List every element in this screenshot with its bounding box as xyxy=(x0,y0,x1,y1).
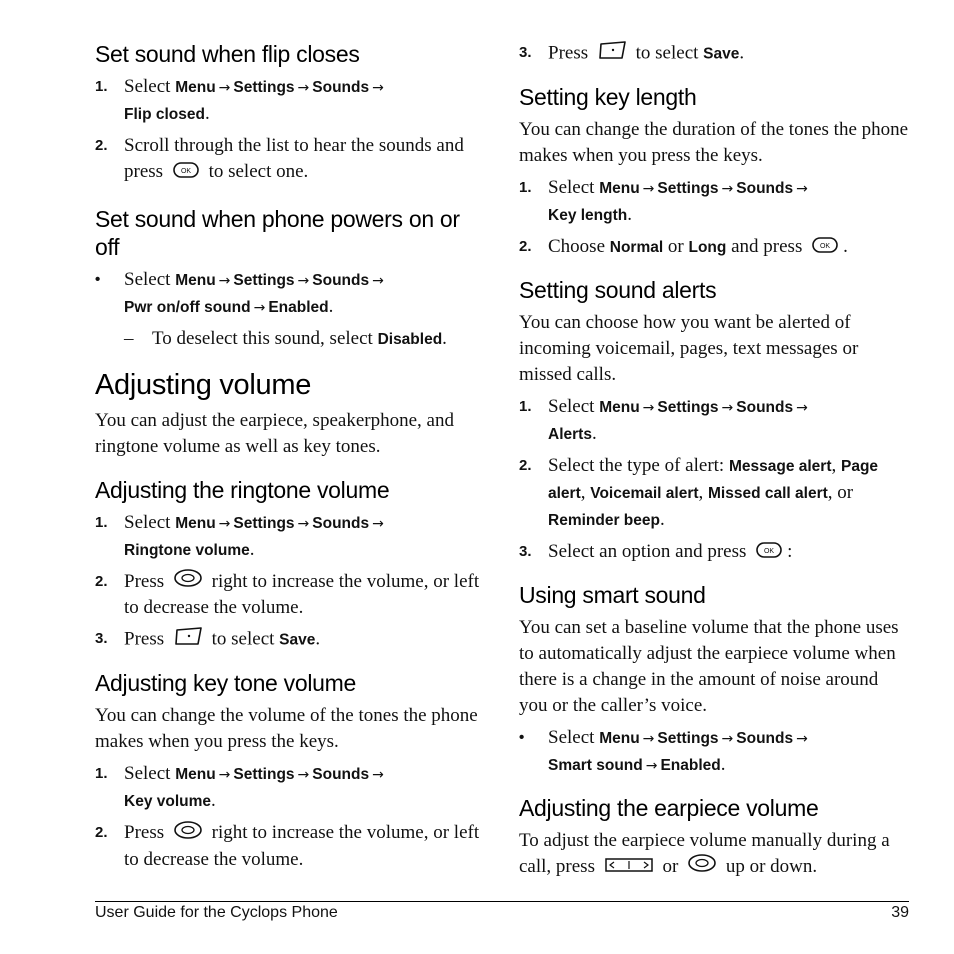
arrow-icon: → xyxy=(721,181,734,197)
left-column xyxy=(95,40,480,878)
step: 3. Press to select Save. xyxy=(519,40,909,68)
page-number: 39 xyxy=(891,904,909,921)
paragraph: You can change the duration of the tones the phone makes when you press the keys. xyxy=(519,119,909,166)
heading-ringtone-volume: Adjusting the ringtone volume xyxy=(95,476,390,503)
heading-key-tone-volume: Adjusting key tone volume xyxy=(95,670,356,697)
arrow-icon: → xyxy=(297,515,310,532)
softkey-icon xyxy=(598,40,626,68)
sub-step: – To deselect this sound, select Disabled. xyxy=(124,327,447,349)
heading-smart-sound: Using smart sound xyxy=(519,581,706,608)
paragraph: You can change the volume of the tones the phone makes when you press the keys. xyxy=(95,705,478,753)
heading-sound-alerts: Setting sound alerts xyxy=(519,277,717,303)
footer-divider xyxy=(95,901,909,902)
step: 1. Select Menu → Settings → Sounds → Flip closed. xyxy=(95,76,384,124)
arrow-icon: → xyxy=(645,757,658,774)
nav-key-icon xyxy=(688,854,716,880)
footer-title: User Guide for the Cyclops Phone xyxy=(95,904,338,921)
paragraph: You can choose how you want be alerted of incoming voicemail, pages, text messages or missed calls. xyxy=(519,312,859,385)
step: 2. Choose Normal or Long and press OK . xyxy=(519,234,909,261)
step: 2. Press right to increase the volume, or left to decrease the volume. xyxy=(95,822,480,870)
arrow-icon: → xyxy=(642,400,655,416)
step: • Select Menu → Settings → Sounds → Pwr on/off sound → Enabled. xyxy=(95,268,384,317)
step: 2. Press right to increase the volume, or left to decrease the volume. xyxy=(95,570,480,619)
nav-key-icon xyxy=(174,569,202,595)
arrow-icon: → xyxy=(297,767,310,784)
nav-key-icon xyxy=(174,821,202,847)
arrow-icon: → xyxy=(297,80,310,96)
softkey-icon xyxy=(174,626,202,654)
right-column xyxy=(519,40,909,886)
arrow-icon: → xyxy=(642,181,655,197)
heading-adjusting-volume: Adjusting volume xyxy=(95,368,312,401)
arrow-icon: → xyxy=(218,80,231,96)
paragraph: To adjust the earpiece volume manually during a call, press or up or down. xyxy=(519,828,909,881)
arrow-icon: → xyxy=(721,730,734,747)
arrow-icon: → xyxy=(218,767,231,784)
ok-key-icon xyxy=(756,540,782,566)
heading-key-length: Setting key length xyxy=(519,84,697,110)
step: 3. Press to select Save. xyxy=(95,626,480,654)
step: • Select Menu → Settings → Sounds → Smart sound → Enabled. xyxy=(519,726,808,775)
step: 1. Select Menu → Settings → Sounds → Alerts. xyxy=(519,396,808,444)
arrow-icon: → xyxy=(372,515,384,532)
step: 1. Select Menu → Settings → Sounds → Key length. xyxy=(519,177,808,225)
side-volume-key-icon xyxy=(605,854,653,880)
svg-text:OK: OK xyxy=(764,547,775,555)
step: 2. Scroll through the list to hear the sounds and press OK to select one. xyxy=(95,133,480,186)
ok-key-icon xyxy=(812,235,838,261)
arrow-icon: → xyxy=(721,400,734,416)
heading-powers-on-off: Set sound when phone powers on or off xyxy=(95,205,460,260)
arrow-icon: → xyxy=(253,299,266,316)
arrow-icon: → xyxy=(297,272,310,289)
arrow-icon: → xyxy=(218,272,231,289)
arrow-icon: → xyxy=(796,730,808,747)
heading-flip-closes: Set sound when flip closes xyxy=(95,41,360,67)
arrow-icon: → xyxy=(642,730,655,747)
ok-key-icon xyxy=(173,160,199,186)
paragraph: You can adjust the earpiece, speakerphone, and ringtone volume as well as key tones. xyxy=(95,409,454,457)
step: 3. Select an option and press OK : xyxy=(519,539,909,566)
svg-text:OK: OK xyxy=(180,167,191,175)
paragraph: You can set a baseline volume that the phone uses to automatically adjust the earpiece volume when there is a change in the amount of noise around you or the caller’s voice. xyxy=(519,616,899,716)
heading-earpiece-volume: Adjusting the earpiece volume xyxy=(519,794,819,821)
arrow-icon: → xyxy=(372,272,384,289)
arrow-icon: → xyxy=(796,400,808,416)
step: 1. Select Menu → Settings → Sounds → Key volume. xyxy=(95,763,384,812)
arrow-icon: → xyxy=(218,515,231,532)
arrow-icon: → xyxy=(372,80,384,96)
arrow-icon: → xyxy=(372,767,384,784)
step: 1. Select Menu → Settings → Sounds → Ringtone volume. xyxy=(95,511,384,560)
step: 2. Select the type of alert: Message alert, Page alert, Voicemail alert, Missed call alert, or Reminder beep. xyxy=(519,455,879,530)
svg-text:OK: OK xyxy=(820,242,831,250)
arrow-icon: → xyxy=(796,181,808,197)
